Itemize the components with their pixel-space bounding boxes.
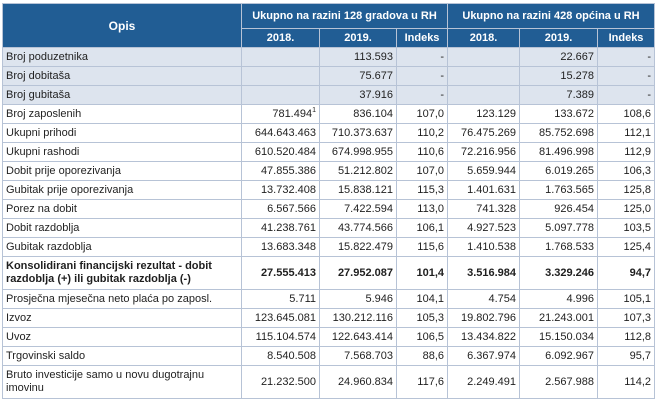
table-row	[3, 181, 655, 200]
footnote-marker: 1	[312, 107, 316, 114]
cell-gradovi-indeks	[397, 366, 448, 399]
cell-opcine-2019	[520, 181, 598, 200]
cell-value: 4.754	[488, 293, 517, 305]
cell-gradovi-indeks	[397, 200, 448, 219]
cell-gradovi-2019	[320, 48, 397, 67]
header-gradovi-2019: 2019.	[320, 29, 397, 48]
cell-gradovi-indeks	[397, 290, 448, 309]
cell-gradovi-indeks	[397, 328, 448, 347]
cell-value: -	[440, 51, 445, 63]
cell-gradovi-2019	[320, 347, 397, 366]
cell-value: 13.683.348	[260, 241, 316, 253]
cell-opcine-2018	[448, 219, 520, 238]
cell-value: 130.212.116	[332, 312, 393, 324]
cell-gradovi-indeks	[397, 162, 448, 181]
cell-gradovi-2018	[242, 238, 320, 257]
table-row	[3, 86, 655, 105]
cell-value: 710.373.637	[331, 127, 393, 139]
cell-opcine-2019	[520, 200, 598, 219]
cell-gradovi-2018	[242, 162, 320, 181]
cell-value: 1.410.538	[467, 241, 517, 253]
cell-value: -	[647, 51, 652, 63]
cell-gradovi-2018	[242, 347, 320, 366]
cell-value: 85.752.698	[538, 127, 595, 139]
cell-value: 7.422.594	[344, 203, 393, 215]
cell-opcine-indeks	[598, 143, 655, 162]
cell-gradovi-2019	[320, 181, 397, 200]
cell-gradovi-2018	[242, 48, 320, 67]
cell-opcine-2019	[520, 347, 598, 366]
cell-gradovi-2019	[320, 162, 397, 181]
cell-opcine-indeks	[598, 309, 655, 328]
cell-value: 106,3	[623, 165, 652, 177]
table-row	[3, 257, 655, 290]
cell-value: 125,4	[623, 241, 652, 253]
cell-value: 125,8	[623, 184, 652, 196]
cell-value: 15.278	[560, 70, 595, 82]
cell-opcine-2019	[520, 143, 598, 162]
cell-opcine-indeks	[598, 328, 655, 347]
cell-opcine-2019	[520, 309, 598, 328]
table-row	[3, 48, 655, 67]
cell-value: 6.567.566	[267, 203, 316, 215]
cell-value: 76.475.269	[460, 127, 517, 139]
cell-value: 51.212.802	[337, 165, 393, 177]
cell-opcine-indeks	[598, 124, 655, 143]
cell-opcine-2018	[448, 162, 520, 181]
cell-opcine-2019	[520, 219, 598, 238]
cell-value: 13.434.822	[460, 331, 517, 343]
cell-opcine-indeks	[598, 200, 655, 219]
cell-gradovi-2019	[320, 290, 397, 309]
row-label: Trgovinski saldo	[3, 347, 242, 366]
cell-gradovi-2018	[242, 143, 320, 162]
cell-gradovi-indeks	[397, 124, 448, 143]
cell-opcine-indeks	[598, 219, 655, 238]
cell-value: 674.998.955	[331, 146, 393, 158]
cell-value: 95,7	[629, 350, 652, 362]
cell-opcine-2018	[448, 347, 520, 366]
table-row	[3, 238, 655, 257]
cell-opcine-2018	[448, 181, 520, 200]
table-row	[3, 124, 655, 143]
cell-gradovi-2018	[242, 124, 320, 143]
cell-value: 15.150.034	[538, 331, 595, 343]
cell-value: 3.516.984	[467, 266, 517, 279]
row-label: Ukupni prihodi	[3, 124, 242, 143]
cell-opcine-2018	[448, 67, 520, 86]
cell-gradovi-2018	[242, 290, 320, 309]
row-label: Izvoz	[3, 309, 242, 328]
cell-value: 8.540.508	[267, 350, 316, 362]
cell-opcine-2019	[520, 124, 598, 143]
cell-opcine-2018	[448, 309, 520, 328]
row-label: Broj zaposlenih	[3, 105, 242, 124]
cell-value: 5.097.778	[545, 222, 595, 234]
cell-opcine-indeks	[598, 181, 655, 200]
cell-value: 644.643.463	[254, 127, 316, 139]
row-label: Gubitak prije oporezivanja	[3, 181, 242, 200]
cell-value: 21.243.001	[538, 312, 595, 324]
cell-value: 37.916	[359, 89, 393, 101]
cell-opcine-2018	[448, 200, 520, 219]
cell-gradovi-2018	[242, 219, 320, 238]
cell-value: 104,1	[416, 293, 445, 305]
cell-value: 110,2	[417, 127, 445, 139]
cell-value: 741.328	[476, 203, 517, 215]
cell-opcine-2018	[448, 143, 520, 162]
cell-value: 105,1	[623, 293, 652, 305]
cell-value: 94,7	[629, 266, 652, 279]
cell-opcine-2018	[448, 86, 520, 105]
cell-value: 125,0	[623, 203, 652, 215]
cell-value: 15.822.479	[337, 241, 393, 253]
header-group-gradovi: Ukupno na razini 128 gradova u RH	[242, 4, 448, 29]
cell-opcine-indeks	[598, 67, 655, 86]
cell-gradovi-2019	[320, 328, 397, 347]
table-row	[3, 162, 655, 181]
cell-value: 43.774.566	[337, 222, 393, 234]
cell-value: 610.520.484	[254, 146, 316, 158]
cell-opcine-2019	[520, 48, 598, 67]
cell-value: 2.249.491	[467, 375, 517, 388]
cell-value: -	[647, 70, 652, 82]
row-label: Bruto investicije samo u novu dugotrajnu imovinu	[3, 366, 242, 399]
header-opcine-2018: 2018.	[448, 29, 520, 48]
cell-value: 117,6	[417, 375, 445, 388]
cell-gradovi-2019	[320, 366, 397, 399]
cell-opcine-2018	[448, 366, 520, 399]
cell-value: 1.401.631	[467, 184, 517, 196]
cell-value: 107,0	[416, 165, 445, 177]
cell-value: 123.129	[476, 108, 517, 120]
header-group-opcine: Ukupno na razini 428 općina u RH	[448, 4, 655, 29]
header-opcine-2019: 2019.	[520, 29, 598, 48]
cell-value: 112,1	[624, 127, 652, 139]
header-gradovi-2018: 2018.	[242, 29, 320, 48]
cell-value: 101,4	[416, 266, 445, 279]
cell-value: 27.555.413	[260, 266, 316, 279]
cell-value: 47.855.386	[260, 165, 316, 177]
cell-value: 103,5	[623, 222, 652, 234]
row-label: Gubitak razdoblja	[3, 238, 242, 257]
table-row	[3, 290, 655, 309]
row-label: Uvoz	[3, 328, 242, 347]
cell-value: 27.952.087	[337, 266, 393, 279]
row-label: Ukupni rashodi	[3, 143, 242, 162]
cell-value: 106,1	[416, 222, 445, 234]
cell-value: 15.838.121	[337, 184, 393, 196]
cell-gradovi-2018	[242, 86, 320, 105]
cell-value: 105,3	[416, 312, 445, 324]
cell-opcine-2018	[448, 238, 520, 257]
cell-opcine-indeks	[598, 290, 655, 309]
cell-value: 81.496.998	[538, 146, 595, 158]
cell-value: 3.329.246	[545, 266, 595, 279]
cell-opcine-2019	[520, 328, 598, 347]
cell-gradovi-2019	[320, 309, 397, 328]
table-row	[3, 366, 655, 399]
cell-opcine-2018	[448, 48, 520, 67]
cell-value: 19.802.796	[460, 312, 517, 324]
cell-value: 836.104	[353, 108, 393, 120]
cell-value: 122.643.414	[331, 331, 393, 343]
cell-value: -	[647, 89, 652, 101]
header-row-groups	[3, 4, 655, 29]
cell-gradovi-indeks	[397, 143, 448, 162]
cell-value: 88,6	[422, 350, 445, 362]
cell-gradovi-indeks	[397, 238, 448, 257]
cell-value: -	[440, 70, 445, 82]
table-row	[3, 105, 655, 124]
cell-gradovi-2018	[242, 309, 320, 328]
table-row	[3, 67, 655, 86]
cell-value: 112,8	[624, 331, 652, 343]
cell-value: 7.389	[566, 89, 595, 101]
cell-opcine-2019	[520, 257, 598, 290]
cell-opcine-2019	[520, 238, 598, 257]
row-label: Broj poduzetnika	[3, 48, 242, 67]
cell-value: 113,0	[417, 203, 445, 215]
cell-value: 5.946	[365, 293, 393, 305]
cell-value: 72.216.956	[460, 146, 517, 158]
cell-opcine-indeks	[598, 48, 655, 67]
cell-value: 22.667	[560, 51, 595, 63]
cell-gradovi-2019	[320, 86, 397, 105]
cell-gradovi-indeks	[397, 257, 448, 290]
row-label: Broj gubitaša	[3, 86, 242, 105]
cell-gradovi-indeks	[397, 309, 448, 328]
cell-gradovi-indeks	[397, 67, 448, 86]
cell-gradovi-2019	[320, 257, 397, 290]
cell-gradovi-2019	[320, 67, 397, 86]
cell-opcine-2019	[520, 366, 598, 399]
cell-value: 2.567.988	[545, 375, 595, 388]
cell-value: 113.593	[354, 51, 393, 63]
cell-value: -	[440, 89, 445, 101]
row-label: Porez na dobit	[3, 200, 242, 219]
cell-gradovi-2018	[242, 105, 320, 124]
cell-value: 75.677	[359, 70, 393, 82]
cell-opcine-indeks	[598, 86, 655, 105]
cell-value: 7.568.703	[344, 350, 393, 362]
cell-opcine-2018	[448, 257, 520, 290]
cell-gradovi-2018	[242, 257, 320, 290]
cell-value: 13.732.408	[260, 184, 316, 196]
cell-value: 133.672	[554, 108, 595, 120]
financial-table	[2, 3, 655, 399]
cell-gradovi-indeks	[397, 105, 448, 124]
cell-opcine-2019	[520, 162, 598, 181]
cell-opcine-indeks	[598, 257, 655, 290]
cell-opcine-indeks	[598, 347, 655, 366]
cell-gradovi-2019	[320, 200, 397, 219]
table-row	[3, 347, 655, 366]
cell-value: 6.092.967	[545, 350, 595, 362]
cell-gradovi-2018	[242, 67, 320, 86]
cell-value: 106,5	[416, 331, 445, 343]
cell-value: 781.494	[272, 108, 313, 120]
cell-value: 4.927.523	[467, 222, 517, 234]
table-row	[3, 143, 655, 162]
cell-value: 5.711	[289, 293, 316, 305]
cell-opcine-2018	[448, 290, 520, 309]
cell-gradovi-2019	[320, 105, 397, 124]
cell-opcine-2019	[520, 290, 598, 309]
cell-value: 1.763.565	[545, 184, 595, 196]
cell-opcine-indeks	[598, 162, 655, 181]
table-row	[3, 200, 655, 219]
cell-value: 115,6	[417, 241, 445, 253]
cell-gradovi-indeks	[397, 48, 448, 67]
cell-gradovi-indeks	[397, 86, 448, 105]
cell-value: 112,9	[624, 146, 652, 158]
cell-value: 6.019.265	[545, 165, 595, 177]
cell-gradovi-indeks	[397, 181, 448, 200]
cell-opcine-indeks	[598, 366, 655, 399]
row-label: Broj dobitaša	[3, 67, 242, 86]
table-row	[3, 328, 655, 347]
cell-value: 4.996	[566, 293, 595, 305]
cell-value: 115.104.574	[255, 331, 316, 343]
cell-value: 123.645.081	[254, 312, 316, 324]
cell-opcine-2018	[448, 105, 520, 124]
cell-gradovi-2018	[242, 328, 320, 347]
cell-gradovi-2019	[320, 219, 397, 238]
cell-gradovi-2018	[242, 181, 320, 200]
cell-value: 110,6	[417, 146, 445, 158]
cell-value: 114,2	[624, 375, 652, 388]
cell-gradovi-2019	[320, 124, 397, 143]
cell-gradovi-2019	[320, 143, 397, 162]
cell-opcine-2019	[520, 67, 598, 86]
cell-value: 107,0	[416, 108, 445, 120]
header-gradovi-indeks: Indeks	[397, 29, 448, 48]
row-label: Konsolidirani financijski rezultat - dobit razdoblja (+) ili gubitak razdoblja (-)	[3, 257, 242, 290]
cell-opcine-indeks	[598, 105, 655, 124]
cell-opcine-indeks	[598, 238, 655, 257]
cell-value: 41.238.761	[260, 222, 316, 234]
cell-value: 5.659.944	[467, 165, 517, 177]
header-opis: Opis	[3, 4, 242, 48]
cell-gradovi-2018	[242, 200, 320, 219]
header-opcine-indeks: Indeks	[598, 29, 655, 48]
cell-gradovi-2018	[242, 366, 320, 399]
cell-value: 24.960.834	[337, 375, 393, 388]
cell-value: 926.454	[554, 203, 595, 215]
row-label: Dobit prije oporezivanja	[3, 162, 242, 181]
cell-value: 107,3	[623, 312, 652, 324]
cell-opcine-2019	[520, 86, 598, 105]
cell-value: 6.367.974	[467, 350, 517, 362]
row-label: Prosječna mjesečna neto plaća po zaposl.	[3, 290, 242, 309]
cell-gradovi-indeks	[397, 347, 448, 366]
cell-value: 1.768.533	[545, 241, 595, 253]
table-row	[3, 309, 655, 328]
cell-opcine-2018	[448, 328, 520, 347]
cell-value: 115,3	[417, 184, 445, 196]
cell-value: 21.232.500	[260, 375, 316, 388]
cell-opcine-2019	[520, 105, 598, 124]
cell-gradovi-indeks	[397, 219, 448, 238]
table-row	[3, 219, 655, 238]
cell-opcine-2018	[448, 124, 520, 143]
cell-value: 108,6	[623, 108, 652, 120]
cell-gradovi-2019	[320, 238, 397, 257]
row-label: Dobit razdoblja	[3, 219, 242, 238]
